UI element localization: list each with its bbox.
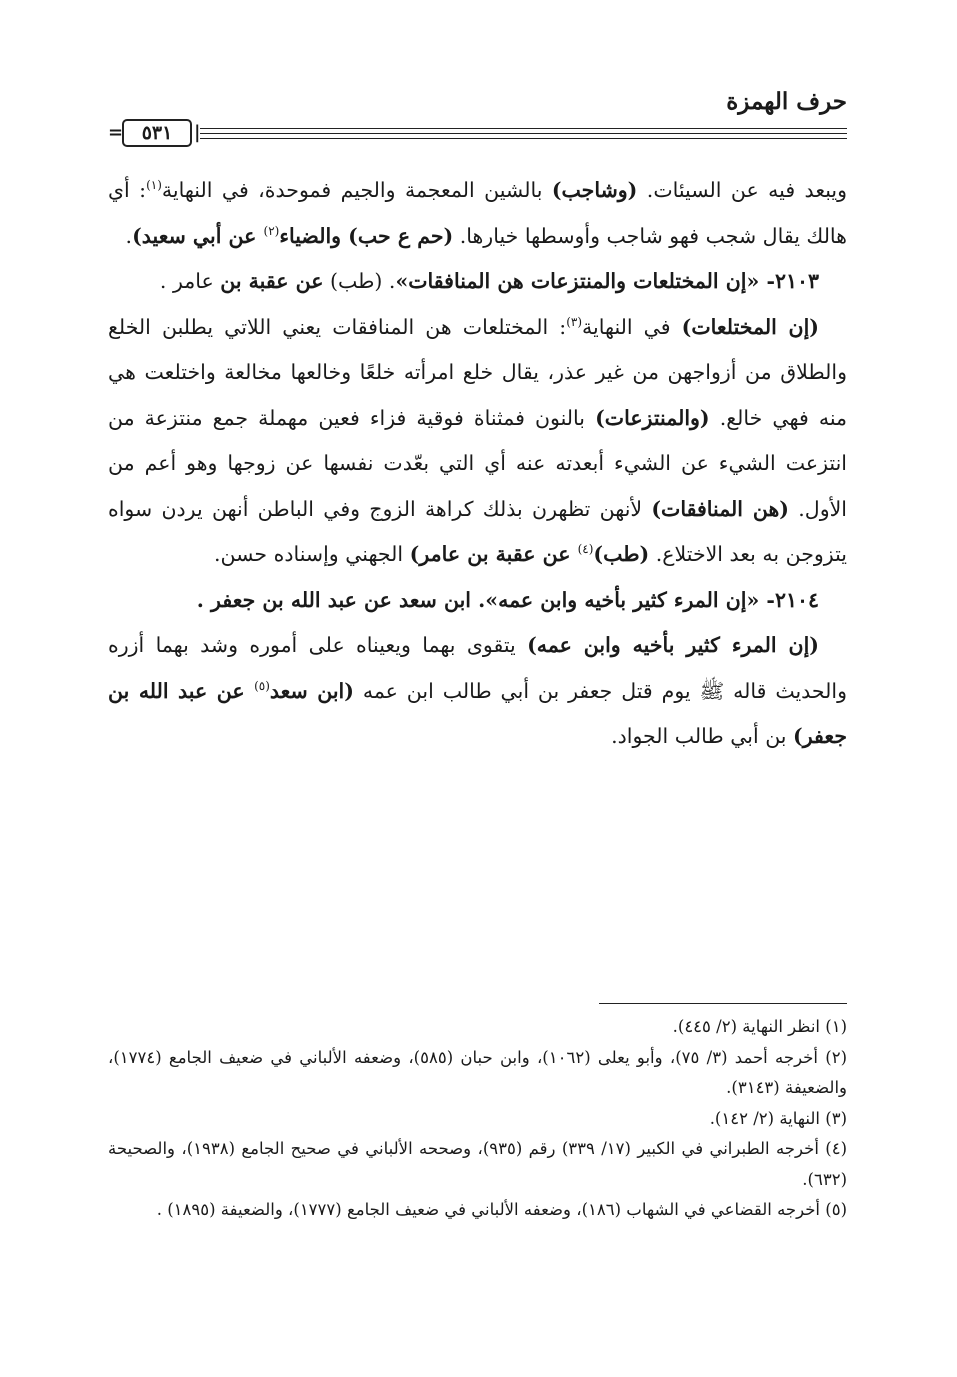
footnote-ref[interactable]: (٣) (566, 314, 583, 329)
bold-run: (والمنتزعات) (595, 405, 710, 430)
text-run: يتقوى بهما ويعيناه على أموره وشد بهما أزره والحديث قاله ﷺ يوم قتل جعفر بن أبي طالب ابن عمه (108, 633, 847, 703)
footnote-3: (٣) النهاية (٢/ ١٤٢). (709, 1108, 847, 1128)
text-run: : المختلعات هن المنافقات يعني اللاتي يطلبن الخلع والطلاق من أزواجهن من غير عذر، يقال خلع امرأته خلعًا وخالعها مخالعة واختلعت هي منه فهي خالع. (108, 314, 847, 430)
text-run: . (125, 223, 133, 248)
text-run: عامر . (159, 269, 221, 293)
footnote-separator (599, 1003, 847, 1004)
bold-run: عن عقبة بن (220, 269, 324, 293)
hadith-2104 (108, 578, 847, 624)
header-right-mark: | (194, 122, 201, 143)
paragraph-1 (108, 168, 847, 259)
bold-run: عن عبد الله بن جعفر) (108, 678, 847, 748)
text-run: : أي هالك يقال شجب فهو شاجب وأوسطها خيارها. (108, 178, 847, 248)
header-rule (200, 128, 847, 129)
text-run: بن أبي طالب الجواد. (611, 724, 794, 748)
hadith-2103 (108, 259, 847, 305)
bold-run: عن عقبة بن عامر) (409, 542, 578, 566)
footnote-ref[interactable]: (٥) (254, 678, 270, 693)
header-left-mark: = (108, 122, 124, 143)
hadith-text: ٢١٠٤- «إن المرء كثير بأخيه وابن عمه». ابن سعد عن عبد الله بن جعفر . (196, 587, 819, 612)
bold-run: عن أبي سعيد) (132, 223, 264, 248)
bold-run: (هن المنافقات) (651, 496, 790, 521)
bold-run: (إن المرء كثير بأخيه وابن عمه) (527, 633, 819, 657)
footnote-ref[interactable]: (٤) (577, 542, 594, 557)
text-run: لأنهن تظهرن بذلك كراهة الزوج وفي الباطن أنهن يردن سواه يتزوجن به بعد الاختلاع. (108, 496, 847, 566)
footnote-4: (٤) أخرجه الطبراني في الكبير (١٧/ ٣٣٩) رقم (٩٣٥)، وصححه الألباني في صحيح الجامع (١٩٣٨)، والصحيحة (٦٣٢). (108, 1139, 848, 1189)
footnote-2: (٢) أخرجه أحمد (٣/ ٧٥)، وأبو يعلى (١٠٦٢)، وابن حبان (٥٨٥)، وضعفه الألباني في ضعيف الجامع (١٧٧٤)، والضعيفة (٣١٤٣). (108, 1047, 847, 1097)
page-header (108, 88, 847, 150)
footnotes (108, 1012, 847, 1226)
footnote-ref[interactable]: (١) (146, 178, 162, 193)
header-rule (200, 133, 847, 134)
footnote-1: (١) انظر النهاية (٢/ ٤٤٥). (672, 1017, 847, 1036)
text-run: . (طب) (323, 269, 396, 293)
bold-run: (ابن سعد (269, 678, 354, 703)
bold-run: (طب) (593, 542, 650, 566)
main-text (108, 168, 847, 760)
text-run: ويبعد فيه عن السيئات. (637, 178, 847, 202)
bold-run: (إن المختلعات) (681, 314, 819, 339)
running-title: حرف الهمزة (726, 88, 847, 115)
hadith-text: ٢١٠٣- «إن المختلعات والمنتزعات هن المنافقات» (395, 269, 819, 293)
header-rule (200, 138, 847, 139)
text-run: بالنون فمثناة فوقية فزاء فعين مهملة جمع منتزعة من انتزعت الشيء عن الشيء أبعدته عنه أي التي بعّدت نفسها عن زوجها وهو أعم من الأول. (108, 405, 847, 521)
text-run: في النهاية (582, 314, 682, 339)
commentary-2103 (108, 305, 847, 578)
text-run: بالشين المعجمة والجيم فموحدة، في النهاية (161, 178, 552, 202)
bold-run: (وشاجب) (551, 178, 638, 202)
footnote-ref[interactable]: (٢) (263, 223, 280, 238)
bold-run: (حم ع حب) والضياء (279, 223, 454, 248)
footnote-5: (٥) أخرجه القضاعي في الشهاب (١٨٦)، وضعفه الألباني في ضعيف الجامع (١٧٧٧)، والضعيفة (١٨٩٥) . (156, 1200, 847, 1219)
commentary-2104 (108, 623, 847, 760)
page-number: ٥٣١ (122, 119, 192, 147)
text-run: الجهني وإسناده حسن. (214, 542, 410, 566)
